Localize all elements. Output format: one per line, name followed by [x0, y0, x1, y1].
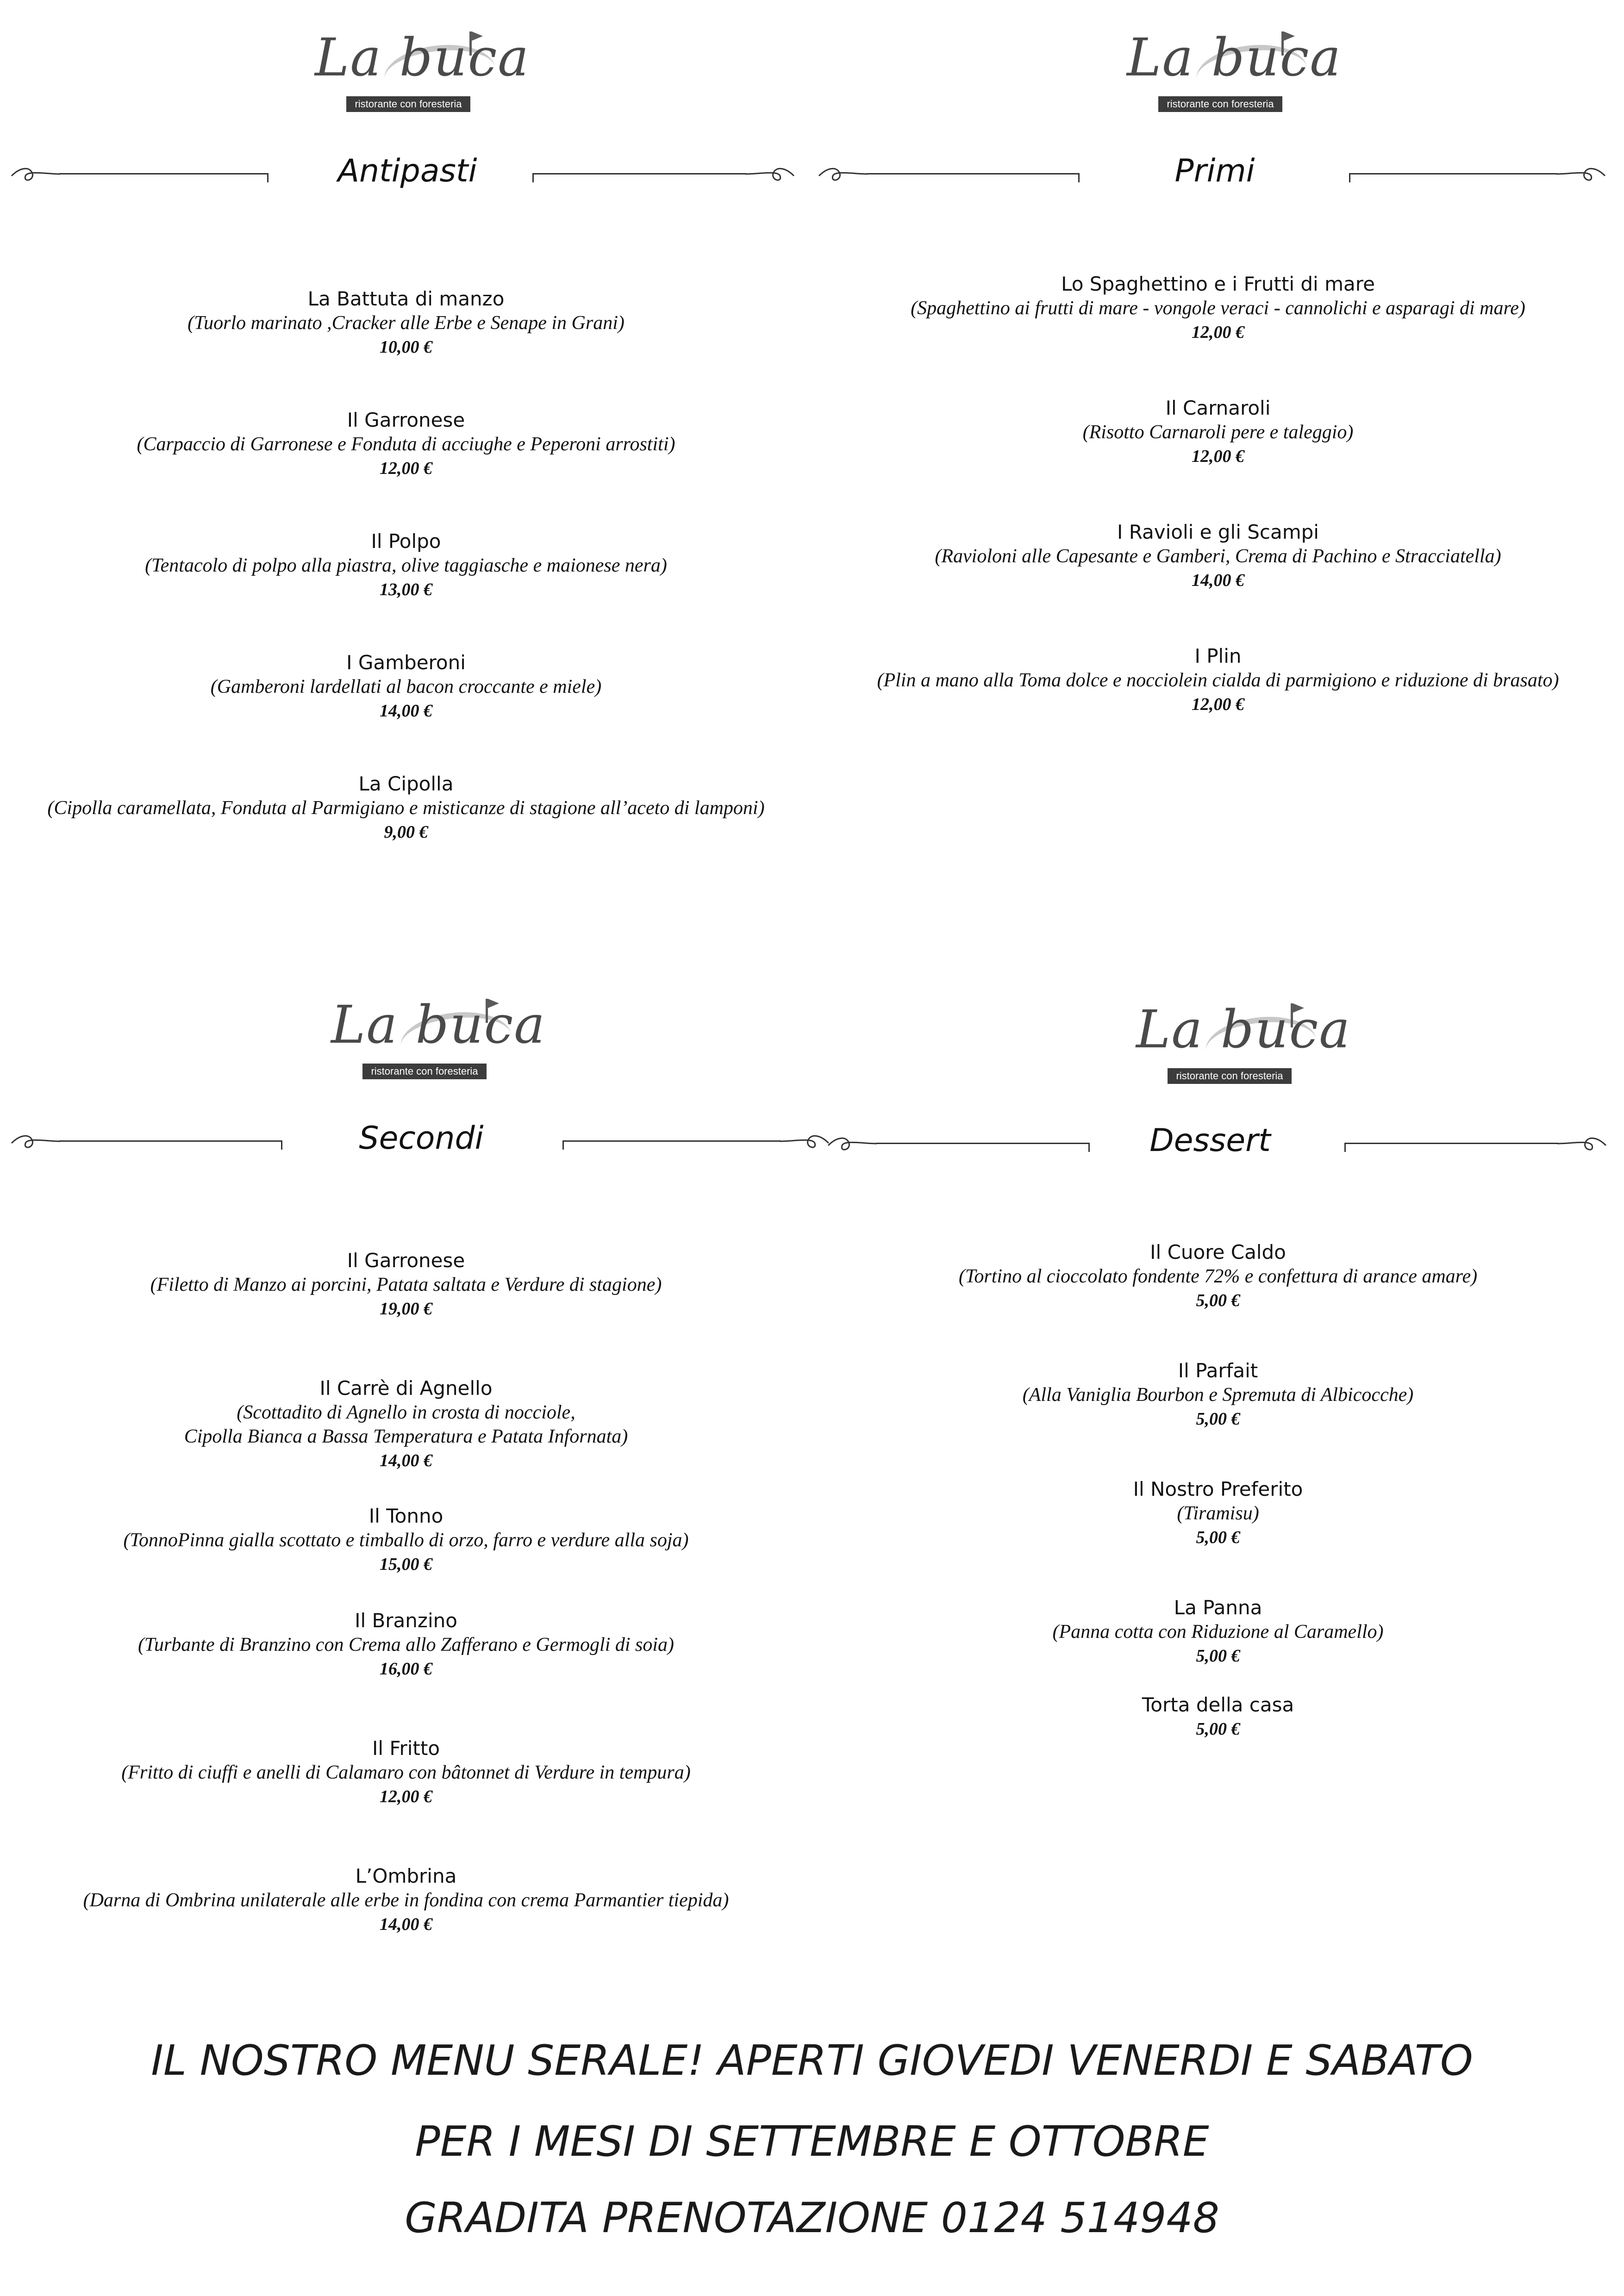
item-price: 14,00 €	[1192, 571, 1244, 590]
list-item	[0, 1736, 812, 1809]
item-description: (Risotto Carnaroli pere e taleggio)	[1082, 422, 1354, 443]
footer-line-2: PER I MESI DI SETTEMBRE E OTTOBRE	[415, 2117, 1209, 2166]
restaurant-logo	[331, 995, 546, 1083]
item-name: Il Branzino	[355, 1609, 457, 1632]
item-name: Il Parfait	[1178, 1359, 1258, 1382]
item-description: (Gamberoni lardellati al bacon croccante e miele)	[210, 676, 602, 697]
flourish-left-icon	[9, 162, 60, 190]
item-price: 12,00 €	[1192, 447, 1244, 466]
list-item	[812, 272, 1624, 344]
footer-line-1: IL NOSTRO MENU SERALE! APERTI GIOVEDI VENERDI E SABATO	[151, 2036, 1473, 2085]
item-name: Il Fritto	[372, 1737, 440, 1760]
item-name: L’Ombrina	[355, 1865, 457, 1887]
list-item	[0, 1504, 812, 1576]
divider-line-left	[59, 173, 269, 174]
item-name: Il Carrè di Agnello	[319, 1377, 493, 1400]
logo-script: La buca	[315, 28, 530, 88]
item-description: (Fritto di ciuffi e anelli di Calamaro con bâtonnet di Verdure in tempura)	[121, 1762, 691, 1783]
divider-line-right	[532, 173, 746, 174]
divider-line-right	[562, 1140, 781, 1142]
dessert-panel	[812, 967, 1624, 1985]
item-price: 12,00 €	[380, 459, 432, 478]
item-description: (Cipolla caramellata, Fonduta al Parmigiano e misticanze di stagione all’aceto di lamponi)	[47, 797, 765, 819]
item-description: (TonnoPinna gialla scottato e timballo di orzo, farro e verdure alla soja)	[123, 1530, 689, 1551]
restaurant-logo	[1136, 1000, 1351, 1088]
section-divider	[826, 1122, 1613, 1159]
item-price: 12,00 €	[1192, 695, 1244, 714]
item-price: 5,00 €	[1196, 1646, 1240, 1666]
section-title-dessert: Dessert	[1149, 1122, 1271, 1159]
list-item	[0, 287, 812, 359]
item-description: (Darna di Ombrina unilaterale alle erbe in fondina con crema Parmantier tiepida)	[83, 1890, 729, 1911]
list-item	[812, 644, 1624, 716]
section-divider	[817, 153, 1604, 190]
item-description: (Tentacolo di polpo alla piastra, olive taggiasche e maionese nera)	[145, 555, 667, 576]
item-price: 12,00 €	[380, 1787, 432, 1806]
item-description: (Tortino al cioccolato fondente 72% e confettura di arance amare)	[958, 1266, 1478, 1287]
flourish-right-icon	[1556, 162, 1607, 190]
footer-line-3: GRADITA PRENOTAZIONE 0124 514948	[405, 2194, 1219, 2242]
divider-line-right	[1344, 1143, 1558, 1144]
section-divider	[9, 153, 796, 190]
item-price: 5,00 €	[1196, 1719, 1240, 1739]
section-title-secondi: Secondi	[359, 1120, 484, 1157]
divider-line-left	[876, 1143, 1090, 1144]
flourish-left-icon	[9, 1129, 60, 1157]
item-name: I Ravioli e gli Scampi	[1117, 521, 1319, 543]
item-name: I Gamberoni	[346, 651, 466, 674]
item-description: (Filetto di Manzo ai porcini, Patata saltata e Verdure di stagione)	[150, 1274, 662, 1295]
item-name: Il Cuore Caldo	[1150, 1241, 1286, 1263]
section-divider	[9, 1120, 810, 1157]
list-item	[812, 396, 1624, 468]
section-title-primi: Primi	[1174, 153, 1255, 189]
item-name: Il Nostro Preferito	[1133, 1478, 1303, 1500]
list-item	[0, 1249, 812, 1321]
item-price: 12,00 €	[1192, 323, 1244, 342]
item-description: (Tuorlo marinato ,Cracker alle Erbe e Senape in Grani)	[187, 312, 625, 334]
logo-tagline: ristorante con foresteria	[362, 1064, 487, 1079]
list-item	[0, 1864, 812, 1936]
list-item	[812, 1359, 1624, 1431]
list-item	[812, 1596, 1624, 1668]
item-name: Il Polpo	[371, 530, 441, 553]
item-price: 5,00 €	[1196, 1291, 1240, 1310]
logo-script: La buca	[1127, 28, 1342, 88]
list-item	[812, 520, 1624, 592]
logo-tagline: ristorante con foresteria	[1168, 1068, 1292, 1084]
flourish-left-icon	[826, 1132, 877, 1159]
item-price: 10,00 €	[380, 337, 432, 357]
list-item	[0, 529, 812, 602]
list-item	[812, 1240, 1624, 1313]
item-description: (Alla Vaniglia Bourbon e Spremuta di Albicocche)	[1022, 1384, 1414, 1406]
logo-script: La buca	[331, 995, 546, 1055]
item-description: (Spaghettino ai frutti di mare - vongole veraci - cannolichi e asparagi di mare)	[911, 298, 1525, 319]
list-item	[0, 1376, 812, 1473]
section-title-antipasti: Antipasti	[337, 153, 477, 189]
item-name: Torta della casa	[1142, 1693, 1294, 1716]
item-description: (Turbante di Branzino con Crema allo Zafferano e Germogli di soia)	[137, 1634, 675, 1655]
item-price: 9,00 €	[384, 822, 428, 842]
item-name: Lo Spaghettino e i Frutti di mare	[1061, 273, 1375, 295]
item-price: 14,00 €	[380, 1915, 432, 1934]
flourish-right-icon	[1557, 1132, 1608, 1159]
logo-script: La buca	[1136, 1000, 1351, 1060]
item-name: La Panna	[1174, 1596, 1262, 1619]
list-item	[812, 1693, 1624, 1741]
list-item	[0, 1609, 812, 1681]
antipasti-panel	[0, 0, 812, 926]
item-description: (Plin a mano alla Toma dolce e nocciolein cialda di parmigiono e riduzione di brasato)	[877, 670, 1559, 691]
secondi-panel	[0, 967, 812, 1985]
list-item	[0, 651, 812, 723]
item-name: La Cipolla	[358, 772, 454, 795]
restaurant-logo	[315, 28, 530, 116]
item-price: 16,00 €	[380, 1659, 432, 1679]
list-item	[0, 408, 812, 480]
flourish-left-icon	[817, 162, 868, 190]
item-name: Il Tonno	[369, 1505, 443, 1527]
item-description-line2: Cipolla Bianca a Bassa Temperatura e Patata Infornata)	[184, 1426, 628, 1447]
divider-line-right	[1349, 173, 1557, 174]
list-item	[0, 772, 812, 844]
item-name: Il Garronese	[347, 409, 465, 431]
item-price: 19,00 €	[380, 1299, 432, 1319]
logo-tagline: ristorante con foresteria	[1158, 96, 1282, 112]
item-price: 14,00 €	[380, 701, 432, 721]
item-name: Il Garronese	[347, 1249, 465, 1272]
item-description: (Panna cotta con Riduzione al Caramello)	[1052, 1621, 1384, 1643]
item-price: 15,00 €	[380, 1555, 432, 1574]
item-name: La Battuta di manzo	[307, 287, 505, 310]
item-price: 13,00 €	[380, 580, 432, 599]
logo-tagline: ristorante con foresteria	[346, 96, 470, 112]
item-description: (Tiramisu)	[1177, 1503, 1259, 1524]
item-price: 5,00 €	[1196, 1528, 1240, 1547]
item-name: Il Carnaroli	[1165, 397, 1271, 419]
item-description: (Scottadito di Agnello in crosta di nocciole,	[237, 1402, 575, 1423]
item-name: I Plin	[1194, 645, 1242, 667]
divider-line-left	[59, 1140, 282, 1142]
primi-panel	[812, 0, 1624, 926]
restaurant-logo	[1127, 28, 1342, 116]
item-price: 14,00 €	[380, 1451, 432, 1470]
list-item	[812, 1477, 1624, 1549]
divider-line-left	[867, 173, 1080, 174]
flourish-right-icon	[745, 162, 796, 190]
item-price: 5,00 €	[1196, 1409, 1240, 1429]
item-description: (Carpaccio di Garronese e Fonduta di acciughe e Peperoni arrostiti)	[137, 434, 675, 455]
item-description: (Ravioloni alle Capesante e Gamberi, Crema di Pachino e Stracciatella)	[935, 546, 1501, 567]
